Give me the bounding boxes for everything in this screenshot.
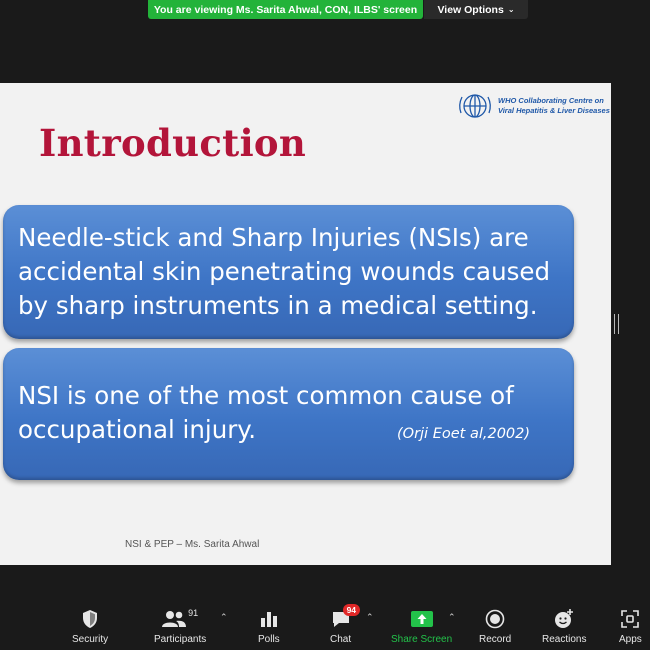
shared-slide [0,83,611,565]
definition-box [3,205,574,339]
citation: (Orji Eoet al,2002) [397,426,531,442]
meeting-toolbar [0,600,650,650]
chevron-down-icon: ⌄ [507,5,515,14]
participants-caret-icon[interactable]: ⌃ [220,612,228,622]
participants-label: Participants [154,634,207,645]
reactions-label: Reactions [542,634,587,645]
chat-label: Chat [330,634,352,645]
security-button[interactable] [72,608,108,645]
polls-button[interactable] [258,608,280,645]
view-options-button[interactable] [424,0,528,19]
fact-line-2: occupational injury. [18,415,257,444]
apps-button[interactable] [619,608,642,645]
reactions-button[interactable] [542,608,586,645]
record-button[interactable] [479,608,511,645]
definition-line-3: by sharp instruments in a medical setting. [18,291,538,320]
fact-box [3,348,574,480]
share-caret-icon[interactable]: ⌃ [448,612,456,622]
polls-icon [260,608,278,630]
share-screen-icon [411,608,433,630]
view-options-label: View Options [437,3,504,16]
record-icon [485,608,505,630]
record-label: Record [479,634,512,645]
definition-line-2: accidental skin penetrating wounds caused [18,257,550,286]
shield-icon [81,608,99,630]
chat-icon [331,605,357,630]
resize-handle[interactable] [614,314,619,334]
participants-button[interactable] [154,608,206,645]
who-logo-icon [455,91,495,121]
participants-icon [162,610,186,628]
definition-line-1: Needle-stick and Sharp Injuries (NSIs) are [18,223,529,252]
viewing-screen-banner [148,0,423,19]
security-label: Security [72,634,109,645]
fact-line-1: NSI is one of the most common cause of [18,381,514,410]
apps-label: Apps [619,634,642,645]
org-name [498,96,610,116]
slide-title: Introduction [39,121,307,165]
org-name-line1: WHO Collaborating Centre on [498,96,604,105]
org-name-line2: Viral Hepatitis & Liver Diseases [498,106,610,115]
slide-footer: NSI & PEP – Ms. Sarita Ahwal [125,539,260,550]
share-screen-label: Share Screen [391,634,453,645]
participants-count: 91 [188,608,199,618]
smiley-icon [554,608,574,630]
chat-caret-icon[interactable]: ⌃ [366,612,374,622]
chat-badge: 94 [343,604,360,616]
chat-button[interactable] [330,605,357,645]
share-screen-button[interactable] [391,608,452,645]
viewing-banner-text: You are viewing Ms. Sarita Ahwal, CON, ILBS' screen [153,3,418,16]
apps-icon [621,608,639,630]
polls-label: Polls [258,634,280,645]
